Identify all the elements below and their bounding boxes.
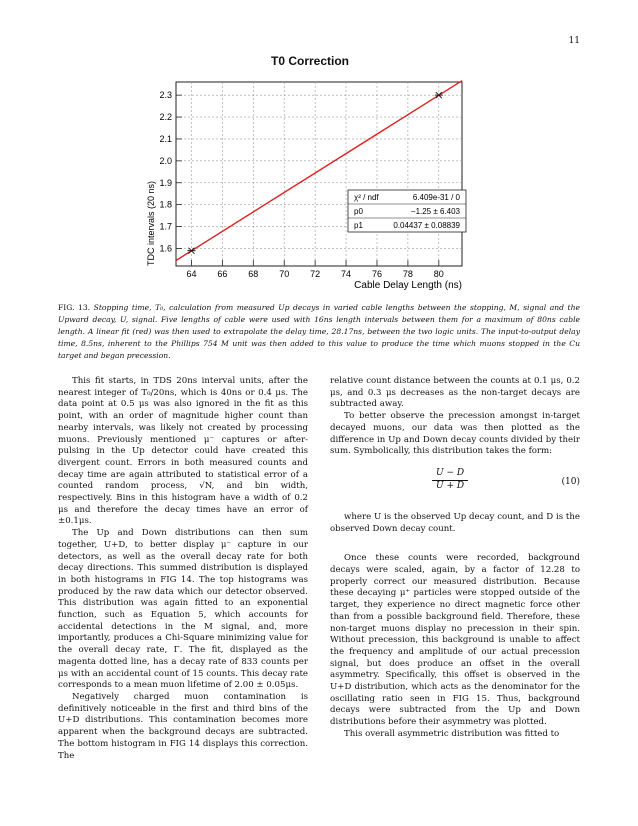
caption-label: FIG. 13. bbox=[58, 303, 91, 312]
y-tick-label: 1.8 bbox=[159, 199, 172, 210]
y-tick-label: 2.1 bbox=[159, 133, 172, 144]
x-tick-label: 66 bbox=[217, 269, 228, 279]
asymmetry-fraction bbox=[432, 468, 468, 492]
grid-lines bbox=[176, 82, 462, 266]
paragraph: The Up and Down distributions can then sum together, U+D, to better display μ⁻ capture in our detectors, as well as the overall decay rate for both decay directions. This summed distribution is displayed in both histograms in FIG 14. The top histograms was produced by the raw data which our detector observed. This distribution was again fitted to an exponential function, such as Equation 5, which accounts for accidental detections in the M signal, and, more importantly, produces a Chi-Square minimizing value for the overall decay rate, Γ. The fit, displayed as the magenta dotted line, has a decay rate of 833 counts per μs with an accidental count of 15 counts. This decay rate corresponds to a mean muon lifetime of 2.00 ± 0.05μs. bbox=[58, 528, 308, 691]
y-tick-label: 2.2 bbox=[159, 112, 172, 123]
stats-label-chi2: χ² / ndf bbox=[354, 193, 379, 202]
y-tick-label: 2.0 bbox=[159, 155, 172, 166]
paragraph: Negatively charged muon contamination is definitively noticeable in the first and third bins of the U+D distributions. This contamination becomes more apparent when the background decays are subtracted. The bottom histogram in FIG 14 displays this correction. The bbox=[58, 691, 308, 761]
paragraph: where U is the observed Up decay count, and D is the observed Down decay count. bbox=[330, 511, 580, 534]
y-tick-label: 1.9 bbox=[159, 177, 172, 188]
equation-10 bbox=[330, 466, 580, 506]
y-tick-label: 1.7 bbox=[159, 221, 172, 232]
stats-box bbox=[348, 190, 466, 232]
paragraph: relative count distance between the counts at 0.1 μs, 0.2 μs, and 0.3 μs decreases as the non-target decays are subtracted away. bbox=[330, 376, 580, 410]
x-tick-label: 64 bbox=[186, 269, 197, 279]
paragraph: Once these counts were recorded, background decays were scaled, again, by a factor of 12.28 to properly correct our measured distribution. Because these decaying μ⁺ particles were stopped outside of the target, they experience no direct magnetic force other than from a possible background field. Therefore, these non-target muons display no precession in their spin. Without precession, this background is unable to affect the frequency and amplitude of our actual precession signal, but does produce an offset in the overall asymmetry. Specifically, this offset is observed in the U+D distribution, which acts as the denominator for the oscillating ratio seen in FIG 15. Thus, background decays were subtracted from the Up and Down distributions before their asymmetry was plotted. bbox=[330, 553, 580, 728]
y-tick-label: 2.3 bbox=[159, 90, 172, 101]
paragraph: To better observe the precession amongst in-target decayed muons, our data was then plotted as the difference in Up and Down decay counts divided by their sum. Symbolically, this distribution takes the form: bbox=[330, 411, 580, 457]
x-tick-label: 78 bbox=[402, 269, 413, 279]
t0-correction-chart bbox=[140, 48, 480, 300]
chart-title: T0 Correction bbox=[270, 54, 349, 68]
stats-label-p1: p1 bbox=[354, 221, 363, 230]
numerator: U − D bbox=[432, 468, 468, 481]
paragraph: This fit starts, in TDS 20ns interval units, after the nearest integer of T₀/20ns, which is 40ns or 0.4 μs. The data point at 0.5 μs was also ignored in the fit as this point, with an order of magnitude higher count than nearby intervals, was likely not created by processing muons. Previously mentioned μ⁻ captures or after-pulsing in the Up detector could have created this divergent count. Errors in both measured counts and decay time are again attributed to statistical error of a counted random process, √N, and bin width, respectively. Bins in this histogram have a width of 0.2 μs and therefore the decay times have an error of ±0.1μs. bbox=[58, 376, 308, 527]
left-column bbox=[58, 376, 308, 762]
denominator: U + D bbox=[436, 480, 465, 491]
stats-value-p1: 0.04437 ± 0.08839 bbox=[393, 221, 460, 230]
figure-caption bbox=[58, 302, 580, 362]
x-tick-label: 68 bbox=[248, 269, 259, 279]
stats-value-chi2: 6.409e-31 / 0 bbox=[412, 193, 460, 202]
x-tick-label: 76 bbox=[371, 269, 382, 279]
x-tick-label: 72 bbox=[310, 269, 321, 279]
fit-line bbox=[176, 81, 462, 261]
x-tick-label: 80 bbox=[433, 269, 444, 279]
caption-text: Stopping time, T₀, calculation from measured Up decays in varied cable lengths between the stopping, M, signal and the Upward decay, U, signal. Five lengths of cable were used with 16ns length intervals between them for a maximum of 80ns cable length. A linear fit (red) was then used to extrapolate the delay time, 28.17ns, between the two logic units. The input-to-output delay time, 8.5ns, inherent to the Phillips 754 M unit was then added to this value to produce the time which muons stopped in the Cu target and began precession. bbox=[58, 303, 580, 360]
figure-13 bbox=[140, 48, 480, 300]
x-axis-label: Cable Delay Length (ns) bbox=[354, 280, 462, 291]
data-point bbox=[435, 92, 443, 98]
plot-frame bbox=[176, 82, 462, 266]
data-point bbox=[187, 248, 195, 254]
stats-label-p0: p0 bbox=[354, 207, 363, 216]
y-axis-label: TDC intervals (20 ns) bbox=[146, 180, 156, 266]
stats-value-p0: −1.25 ± 6.403 bbox=[410, 207, 460, 216]
data-marks bbox=[176, 81, 462, 261]
y-tick-label: 1.6 bbox=[159, 243, 172, 254]
x-tick-label: 74 bbox=[341, 269, 352, 279]
page-number: 11 bbox=[568, 36, 580, 46]
right-column bbox=[330, 376, 580, 741]
x-tick-label: 70 bbox=[279, 269, 290, 279]
equation-number: (10) bbox=[561, 476, 580, 487]
paragraph: This overall asymmetric distribution was fitted to bbox=[344, 728, 560, 739]
